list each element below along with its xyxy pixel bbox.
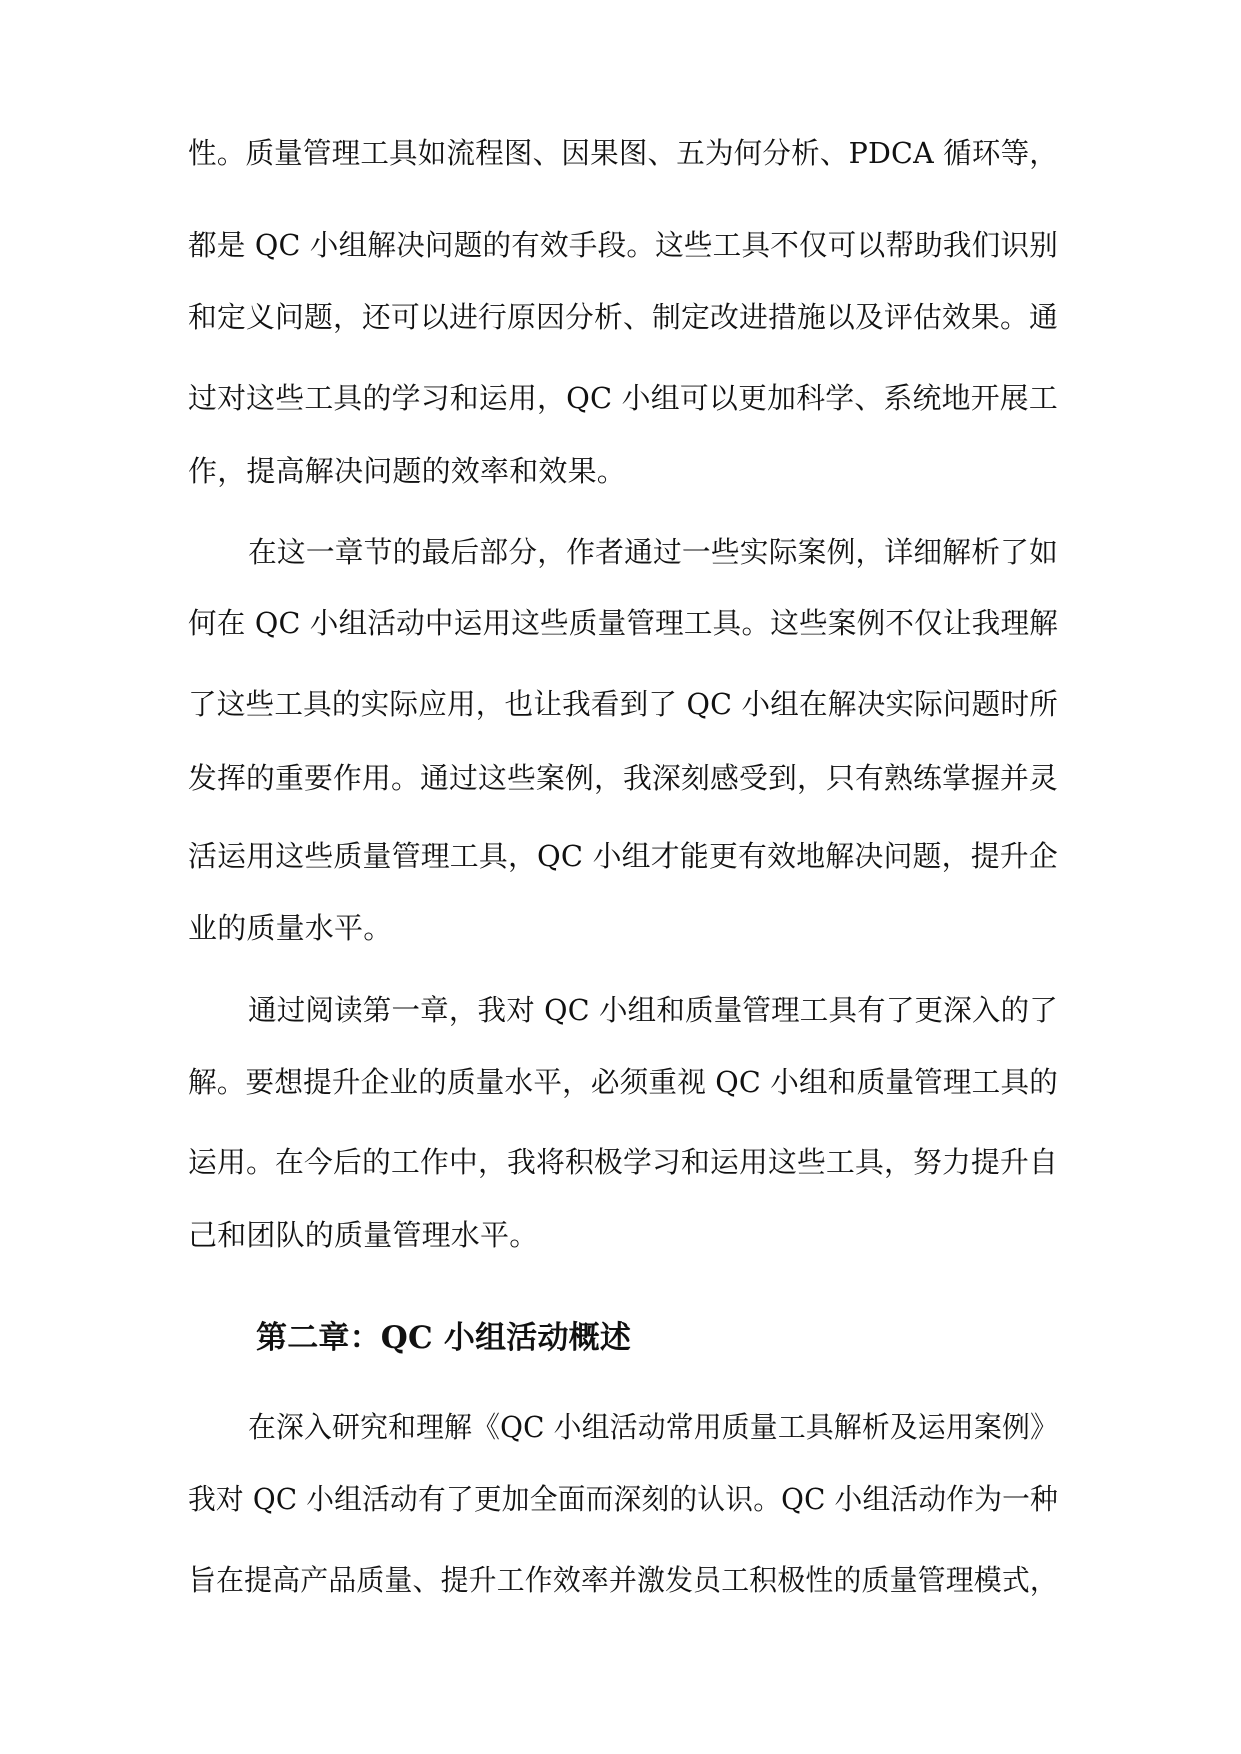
- chapter-heading: [0, 1316, 1241, 1360]
- paragraph-line: [0, 834, 1241, 878]
- paragraph-line: [0, 449, 1241, 493]
- line-text: 和定义问题，还可以进行原因分析、制定改进措施以及评估效果。通: [188, 300, 1058, 334]
- line-text: 作，提高解决问题的效率和效果。: [188, 454, 627, 488]
- paragraph-line: [0, 682, 1241, 726]
- paragraph-line: [0, 223, 1241, 267]
- chapter-heading-text: 第二章：QC 小组活动概述: [256, 1320, 632, 1356]
- line-text: 活运用这些质量管理工具，QC 小组才能更有效地解决问题，提升企: [188, 839, 1058, 873]
- paragraph-line: [0, 530, 1241, 574]
- paragraph-line: [0, 1060, 1241, 1104]
- line-text: 旨在提高产品质量、提升工作效率并激发员工积极性的质量管理模式，: [188, 1563, 1058, 1597]
- line-text: 性。质量管理工具如流程图、因果图、五为何分析、PDCA 循环等，: [188, 136, 1059, 170]
- line-text: 运用。在今后的工作中，我将积极学习和运用这些工具，努力提升自: [188, 1145, 1058, 1179]
- paragraph-line: [0, 756, 1241, 800]
- paragraph-line: [0, 1213, 1241, 1257]
- line-text: 在深入研究和理解《QC 小组活动常用质量工具解析及运用案例》: [248, 1410, 1058, 1444]
- paragraph-line: [0, 1405, 1241, 1449]
- paragraph-line: [0, 1140, 1241, 1184]
- line-text: 了这些工具的实际应用，也让我看到了 QC 小组在解决实际问题时所: [188, 687, 1059, 721]
- line-text: 发挥的重要作用。通过这些案例，我深刻感受到，只有熟练掌握并灵: [188, 761, 1058, 795]
- paragraph-line: [0, 1558, 1241, 1602]
- line-text: 通过阅读第一章，我对 QC 小组和质量管理工具有了更深入的了: [248, 993, 1058, 1027]
- paragraph-line: [0, 988, 1241, 1032]
- paragraph-line: [0, 906, 1241, 950]
- paragraph-line: [0, 131, 1241, 175]
- line-text: 何在 QC 小组活动中运用这些质量管理工具。这些案例不仅让我理解: [188, 606, 1059, 640]
- line-text: 我对 QC 小组活动有了更加全面而深刻的认识。QC 小组活动作为一种: [188, 1482, 1059, 1516]
- line-text: 过对这些工具的学习和运用，QC 小组可以更加科学、系统地开展工: [188, 381, 1058, 415]
- line-text: 解。要想提升企业的质量水平，必须重视 QC 小组和质量管理工具的: [188, 1065, 1059, 1099]
- line-text: 都是 QC 小组解决问题的有效手段。这些工具不仅可以帮助我们识别: [188, 228, 1059, 262]
- line-text: 业的质量水平。: [188, 911, 393, 945]
- line-text: 己和团队的质量管理水平。: [188, 1218, 539, 1252]
- paragraph-line: [0, 295, 1241, 339]
- paragraph-line: [0, 601, 1241, 645]
- paragraph-line: [0, 376, 1241, 420]
- line-text: 在这一章节的最后部分，作者通过一些实际案例，详细解析了如: [248, 535, 1059, 569]
- paragraph-line: [0, 1477, 1241, 1521]
